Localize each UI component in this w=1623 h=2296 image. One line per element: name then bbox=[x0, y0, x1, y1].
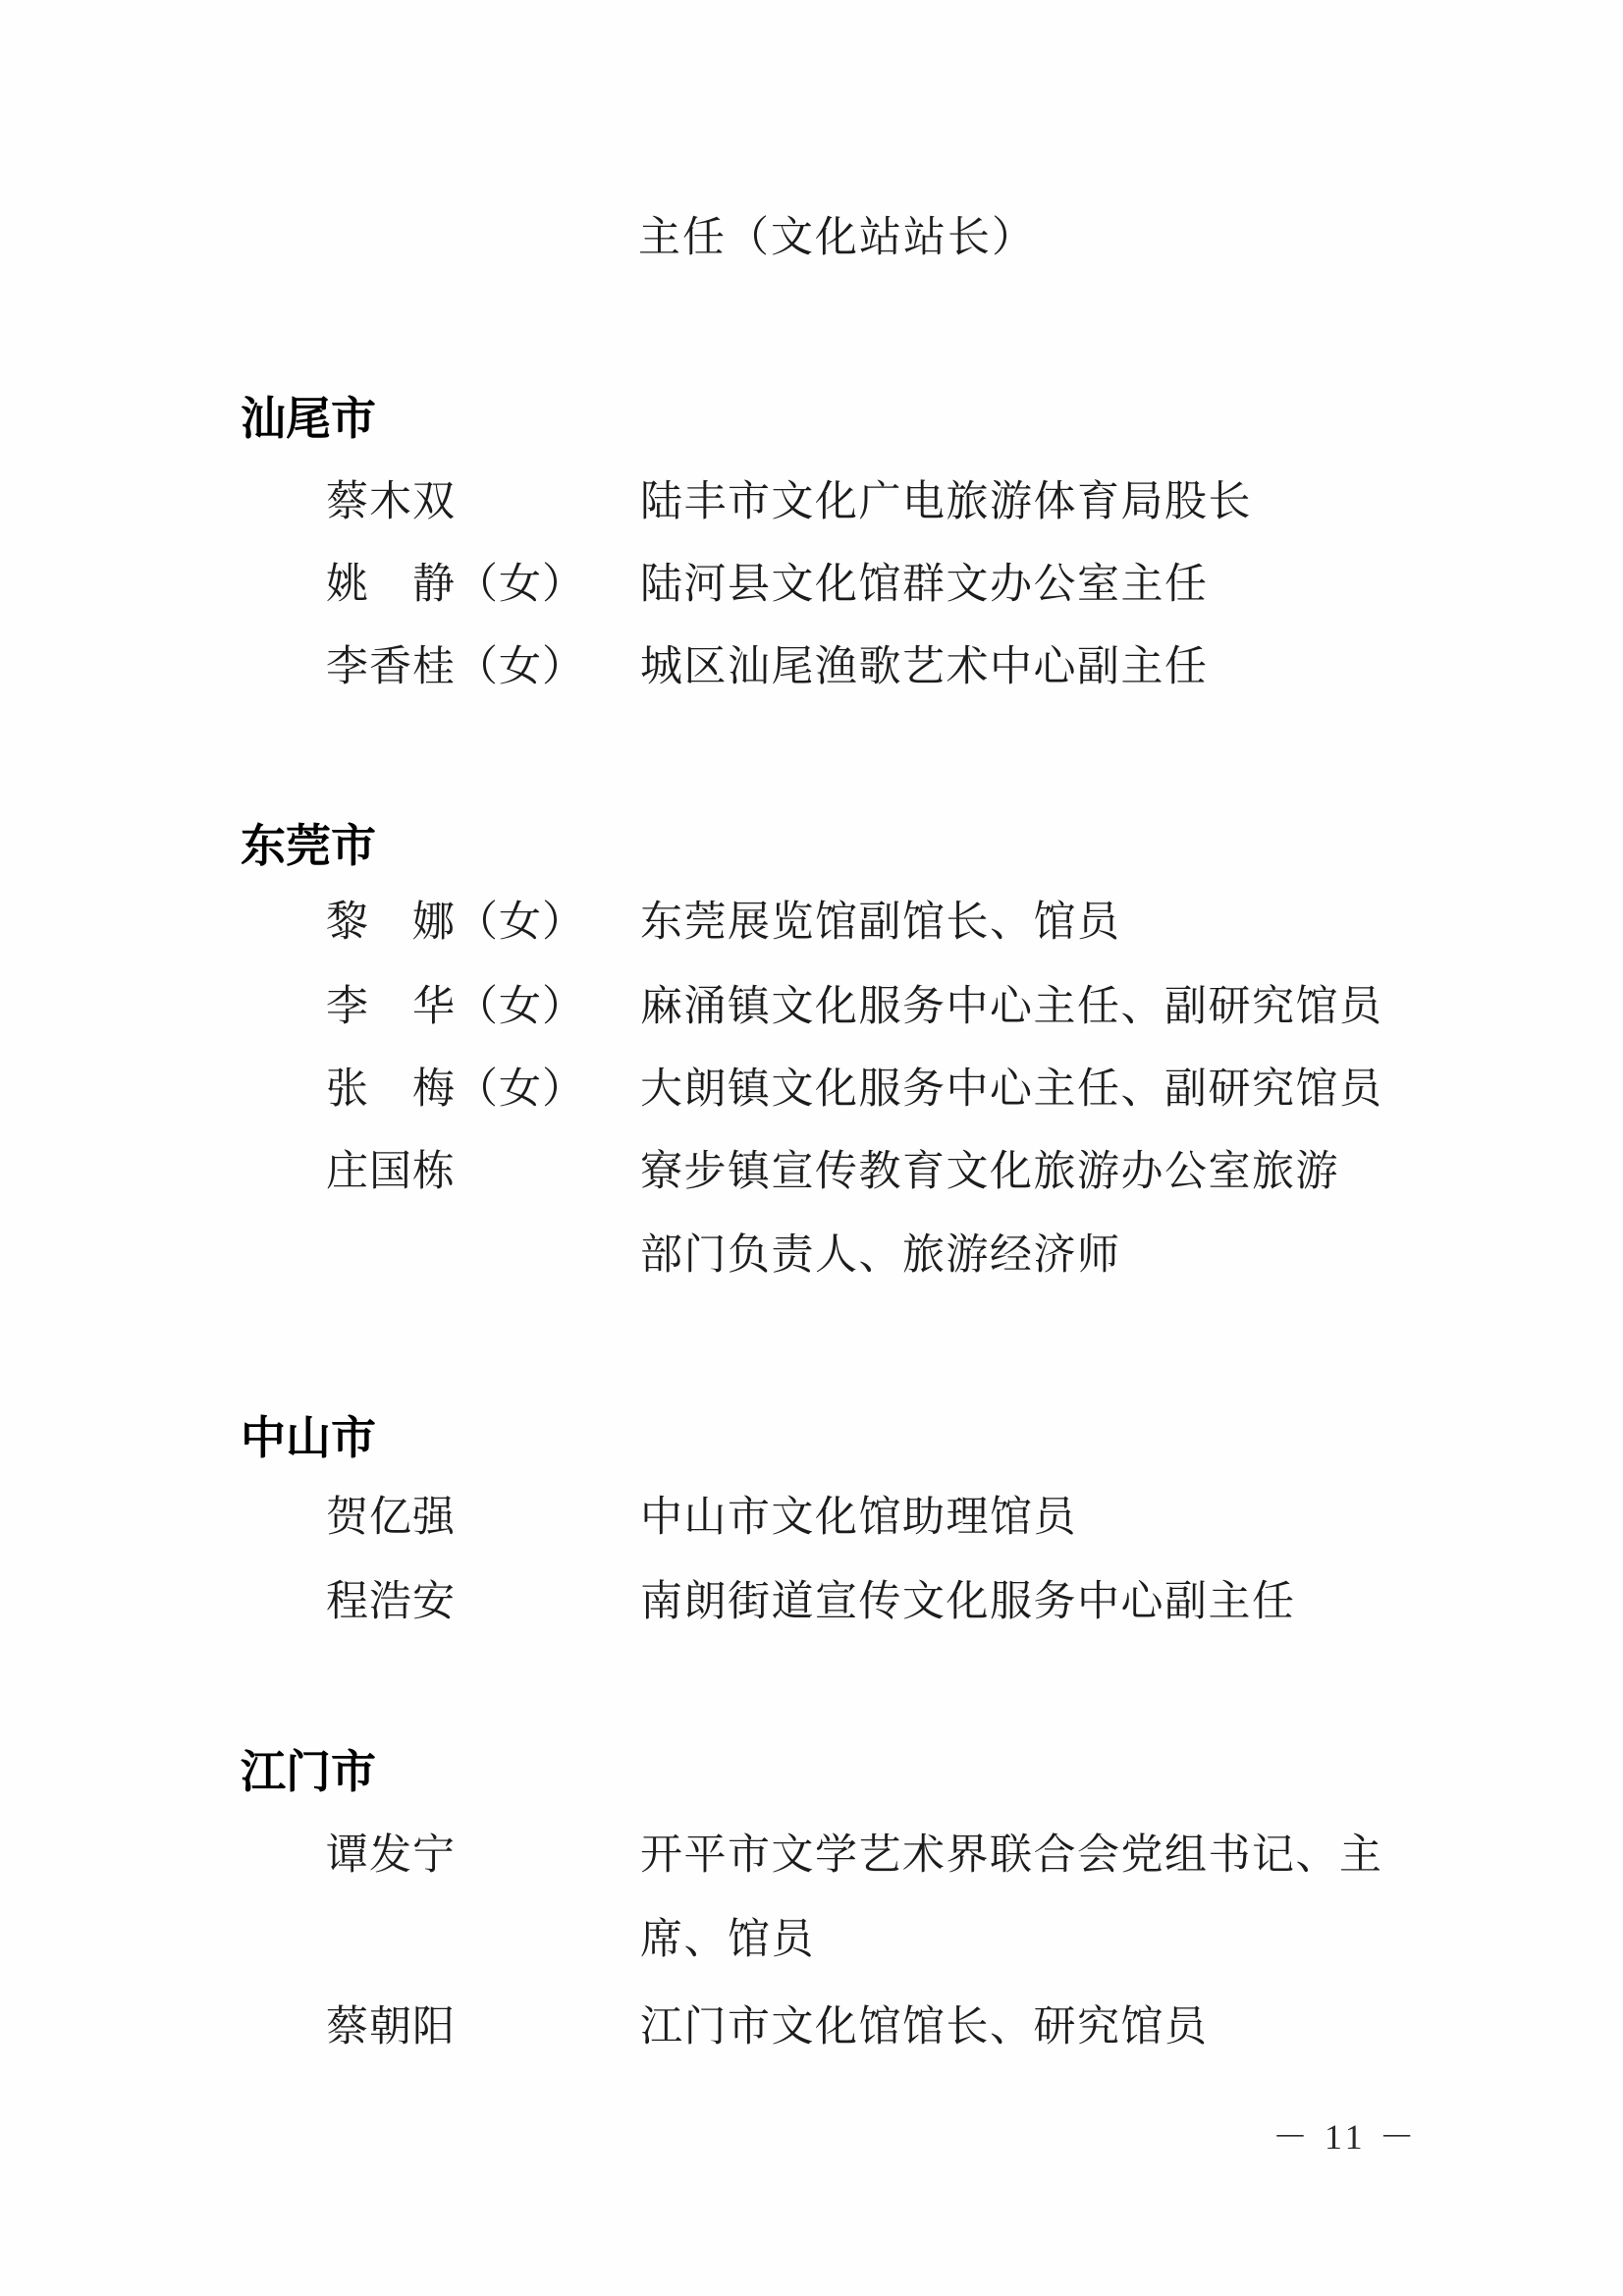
entry-position: 城区汕尾渔歌艺术中心副主任 bbox=[640, 644, 1209, 690]
entry-position: 江门市文化馆馆长、研究馆员 bbox=[640, 2004, 1209, 2050]
entry-position: 麻涌镇文化服务中心主任、副研究馆员 bbox=[640, 984, 1383, 1030]
section-header-zhongshan: 中山市 bbox=[241, 1412, 376, 1463]
entry-name: 程浩安 bbox=[326, 1579, 456, 1625]
entry-position: 陆河县文化馆群文办公室主任 bbox=[640, 562, 1209, 608]
entry-name: 张 梅（女） bbox=[326, 1066, 585, 1113]
entry-name: 谭发宁 bbox=[326, 1832, 456, 1879]
entry-position-continuation: 部门负责人、旅游经济师 bbox=[640, 1232, 1121, 1279]
entry-position-continuation: 席、馆员 bbox=[640, 1917, 815, 1963]
entry-name: 蔡朝阳 bbox=[326, 2004, 456, 2050]
section-header-dongguan: 东莞市 bbox=[241, 820, 376, 871]
entry-name: 姚 静（女） bbox=[326, 562, 585, 608]
entry-position: 东莞展览馆副馆长、馆员 bbox=[640, 900, 1121, 946]
entry-name: 黎 娜（女） bbox=[326, 900, 585, 946]
entry-position: 陆丰市文化广电旅游体育局股长 bbox=[640, 479, 1252, 525]
entry-name: 庄国栋 bbox=[326, 1149, 456, 1195]
entry-name: 李 华（女） bbox=[326, 984, 585, 1030]
entry-name: 蔡木双 bbox=[326, 479, 456, 525]
entry-position: 中山市文化馆助理馆员 bbox=[640, 1495, 1077, 1541]
section-header-jiangmen: 江门市 bbox=[241, 1746, 376, 1797]
entry-name: 贺亿强 bbox=[326, 1495, 456, 1541]
entry-position: 南朗街道宣传文化服务中心副主任 bbox=[640, 1579, 1296, 1625]
continuation-position-line: 主任（文化站站长） bbox=[638, 215, 1036, 261]
entry-name: 李香桂（女） bbox=[326, 644, 585, 690]
entry-position: 大朗镇文化服务中心主任、副研究馆员 bbox=[640, 1066, 1383, 1113]
entry-position: 开平市文学艺术界联合会党组书记、主 bbox=[640, 1832, 1383, 1879]
section-header-shanwei: 汕尾市 bbox=[241, 393, 376, 444]
entry-position: 寮步镇宣传教育文化旅游办公室旅游 bbox=[640, 1149, 1339, 1195]
page-number: － 11 － bbox=[1272, 2117, 1419, 2157]
